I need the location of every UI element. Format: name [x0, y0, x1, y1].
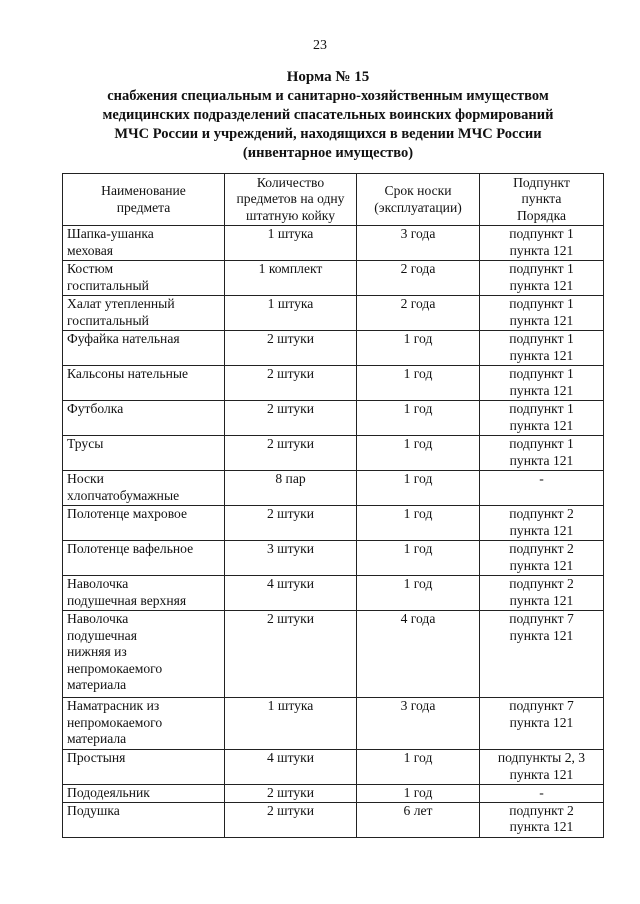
norm-title: Норма № 15: [286, 69, 370, 85]
document-heading: [60, 68, 596, 163]
cell-service-term: 2 года: [357, 296, 480, 331]
table-row: [63, 366, 604, 401]
cell-reference: -: [480, 471, 604, 506]
cell-quantity: 2 штуки: [225, 802, 357, 837]
table-row: [63, 331, 604, 366]
cell-item-name: Носки хлопчатобумажные: [63, 471, 225, 506]
cell-item-name: Халат утепленный госпитальный: [63, 296, 225, 331]
cell-service-term: 3 года: [357, 698, 480, 750]
table-row: [63, 506, 604, 541]
table-row: [63, 541, 604, 576]
table-header-row: [63, 174, 604, 226]
table-row: [63, 401, 604, 436]
cell-item-name: Трусы: [63, 436, 225, 471]
page-number: 23: [313, 38, 327, 53]
cell-service-term: 1 год: [357, 541, 480, 576]
cell-item-name: Фуфайка нательная: [63, 331, 225, 366]
cell-item-name: Пододеяльник: [63, 785, 225, 803]
cell-quantity: 1 штука: [225, 226, 357, 261]
header-quantity: Количество предметов на одну штатную койку: [225, 174, 357, 226]
cell-quantity: 2 штуки: [225, 401, 357, 436]
cell-quantity: 2 штуки: [225, 785, 357, 803]
cell-item-name: Полотенце вафельное: [63, 541, 225, 576]
table-row: [63, 750, 604, 785]
cell-reference: подпункт 2 пункта 121: [480, 541, 604, 576]
table-row: [63, 226, 604, 261]
cell-item-name: Футболка: [63, 401, 225, 436]
heading-line: (инвентарное имущество): [242, 145, 414, 161]
cell-quantity: 8 пар: [225, 471, 357, 506]
cell-reference: подпункт 1 пункта 121: [480, 401, 604, 436]
cell-reference: подпункт 1 пункта 121: [480, 261, 604, 296]
cell-item-name: Кальсоны нательные: [63, 366, 225, 401]
cell-quantity: 1 штука: [225, 296, 357, 331]
cell-item-name: Костюм госпитальный: [63, 261, 225, 296]
table-row: [63, 611, 604, 698]
cell-service-term: 1 год: [357, 750, 480, 785]
cell-quantity: 2 штуки: [225, 506, 357, 541]
cell-reference: подпункт 1 пункта 121: [480, 366, 604, 401]
heading-line: медицинских подразделений спасательных воинских формирований: [102, 107, 554, 123]
cell-service-term: 1 год: [357, 506, 480, 541]
header-item-name: Наименование предмета: [63, 174, 225, 226]
cell-service-term: 1 год: [357, 366, 480, 401]
cell-quantity: 2 штуки: [225, 611, 357, 698]
table-row: [63, 296, 604, 331]
header-service-term: Срок носки (эксплуатации): [357, 174, 480, 226]
cell-quantity: 1 комплект: [225, 261, 357, 296]
cell-service-term: 6 лет: [357, 802, 480, 837]
cell-reference: подпункт 2 пункта 121: [480, 506, 604, 541]
cell-service-term: 1 год: [357, 331, 480, 366]
cell-service-term: 1 год: [357, 436, 480, 471]
cell-reference: подпункт 1 пункта 121: [480, 226, 604, 261]
cell-item-name: Простыня: [63, 750, 225, 785]
cell-quantity: 2 штуки: [225, 331, 357, 366]
cell-service-term: 3 года: [357, 226, 480, 261]
cell-reference: подпункт 1 пункта 121: [480, 436, 604, 471]
cell-reference: подпункт 7 пункта 121: [480, 698, 604, 750]
cell-reference: подпункт 1 пункта 121: [480, 296, 604, 331]
cell-service-term: 1 год: [357, 471, 480, 506]
heading-line: снабжения специальным и санитарно-хозяйственным имуществом: [107, 88, 549, 104]
table-row: [63, 785, 604, 803]
cell-reference: подпункт 1 пункта 121: [480, 331, 604, 366]
cell-quantity: 1 штука: [225, 698, 357, 750]
table-row: [63, 698, 604, 750]
cell-quantity: 4 штуки: [225, 750, 357, 785]
cell-reference: подпункт 7 пункта 121: [480, 611, 604, 698]
cell-service-term: 1 год: [357, 785, 480, 803]
cell-reference: подпункты 2, 3 пункта 121: [480, 750, 604, 785]
cell-service-term: 2 года: [357, 261, 480, 296]
cell-reference: подпункт 2 пункта 121: [480, 576, 604, 611]
table-row: [63, 436, 604, 471]
cell-service-term: 1 год: [357, 401, 480, 436]
cell-item-name: Наволочка подушечная нижняя из непромокаемого материала: [63, 611, 225, 698]
cell-service-term: 1 год: [357, 576, 480, 611]
cell-quantity: 2 штуки: [225, 366, 357, 401]
cell-item-name: Полотенце махровое: [63, 506, 225, 541]
cell-item-name: Наволочка подушечная верхняя: [63, 576, 225, 611]
table-row: [63, 802, 604, 837]
cell-reference: -: [480, 785, 604, 803]
cell-service-term: 4 года: [357, 611, 480, 698]
norm-table: [62, 173, 604, 838]
cell-item-name: Шапка-ушанка меховая: [63, 226, 225, 261]
table-row: [63, 576, 604, 611]
cell-quantity: 4 штуки: [225, 576, 357, 611]
table-row: [63, 261, 604, 296]
cell-quantity: 2 штуки: [225, 436, 357, 471]
cell-item-name: Наматрасник из непромокаемого материала: [63, 698, 225, 750]
table-row: [63, 471, 604, 506]
cell-quantity: 3 штуки: [225, 541, 357, 576]
header-reference: Подпункт пункта Порядка: [480, 174, 604, 226]
cell-item-name: Подушка: [63, 802, 225, 837]
cell-reference: подпункт 2 пункта 121: [480, 802, 604, 837]
heading-line: МЧС России и учреждений, находящихся в ведении МЧС России: [114, 126, 542, 142]
